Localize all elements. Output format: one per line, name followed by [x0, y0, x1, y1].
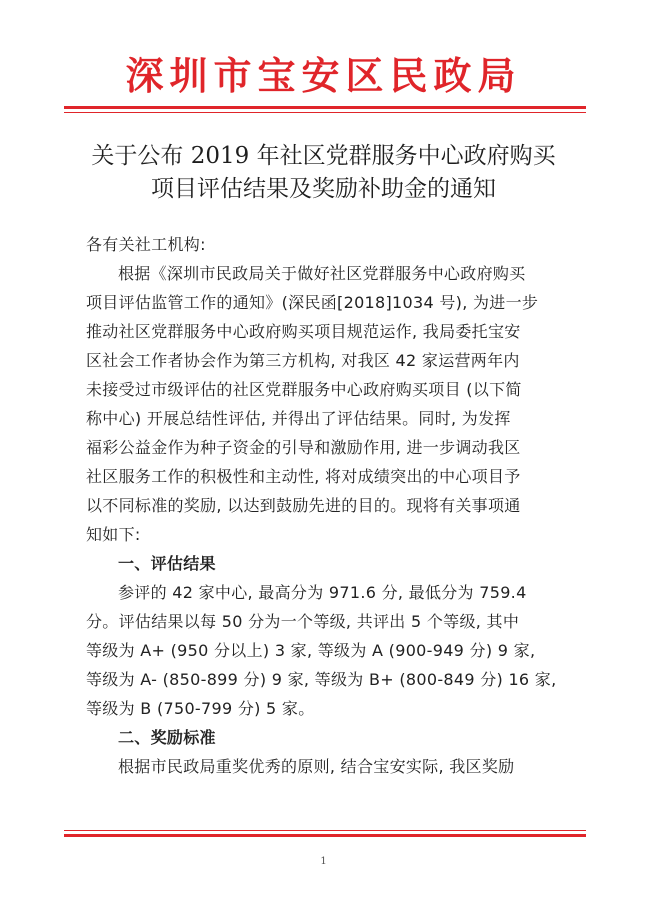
paragraph-line: 根据《深圳市民政局关于做好社区党群服务中心政府购买 — [118, 264, 526, 283]
paragraph-line: 等级为 B (750-799 分) 5 家。 — [86, 699, 315, 718]
paragraph-line: 福彩公益金作为种子资金的引导和激励作用, 进一步调动我区 — [86, 438, 521, 457]
footer-rule-thin — [64, 830, 586, 831]
paragraph-line: 以不同标准的奖励, 以达到鼓励先进的目的。现将有关事项通 — [86, 496, 521, 515]
paragraph-line: 参评的 42 家中心, 最高分为 971.6 分, 最低分为 759.4 — [118, 583, 527, 602]
paragraph-line: 社区服务工作的积极性和主动性, 将对成绩突出的中心项目予 — [86, 467, 521, 486]
section-heading-evaluation-results: 一、评估结果 — [118, 554, 216, 573]
notice-body — [86, 230, 564, 781]
paragraph-line: 根据市民政局重奖优秀的原则, 结合宝安实际, 我区奖励 — [118, 757, 515, 776]
paragraph-line: 称中心) 开展总结性评估, 并得出了评估结果。同时, 为发挥 — [86, 409, 511, 428]
paragraph-line: 未接受过市级评估的社区党群服务中心政府购买项目 (以下简 — [86, 380, 522, 399]
paragraph-line: 等级为 A+ (950 分以上) 3 家, 等级为 A (900-949 分) 9 家, — [86, 641, 536, 660]
paragraph-line: 知如下: — [86, 525, 141, 544]
paragraph-line: 推动社区党群服务中心政府购买项目规范运作, 我局委托宝安 — [86, 322, 521, 341]
footer-rule-thick — [64, 834, 586, 837]
notice-title — [40, 140, 607, 206]
section-heading-reward-standard: 二、奖励标准 — [118, 728, 216, 747]
header-rule-thin — [64, 112, 586, 113]
issuing-organization-header: 深圳市宝安区民政局 — [125, 53, 522, 98]
page-number: 1 — [320, 856, 327, 867]
paragraph-line: 区社会工作者协会作为第三方机构, 对我区 42 家运营两年内 — [86, 351, 520, 370]
paragraph-line: 项目评估监管工作的通知》(深民函[2018]1034 号), 为进一步 — [86, 293, 539, 312]
paragraph-line: 分。评估结果以每 50 分为一个等级, 共评出 5 个等级, 其中 — [86, 612, 520, 631]
header-rule-thick — [64, 106, 586, 109]
salutation: 各有关社工机构: — [86, 235, 206, 254]
paragraph-line: 等级为 A- (850-899 分) 9 家, 等级为 B+ (800-849 分) 16 家, — [86, 670, 557, 689]
notice-title-line-1: 关于公布 2019 年社区党群服务中心政府购买 — [91, 143, 556, 169]
notice-title-line-2: 项目评估结果及奖励补助金的通知 — [151, 176, 496, 202]
